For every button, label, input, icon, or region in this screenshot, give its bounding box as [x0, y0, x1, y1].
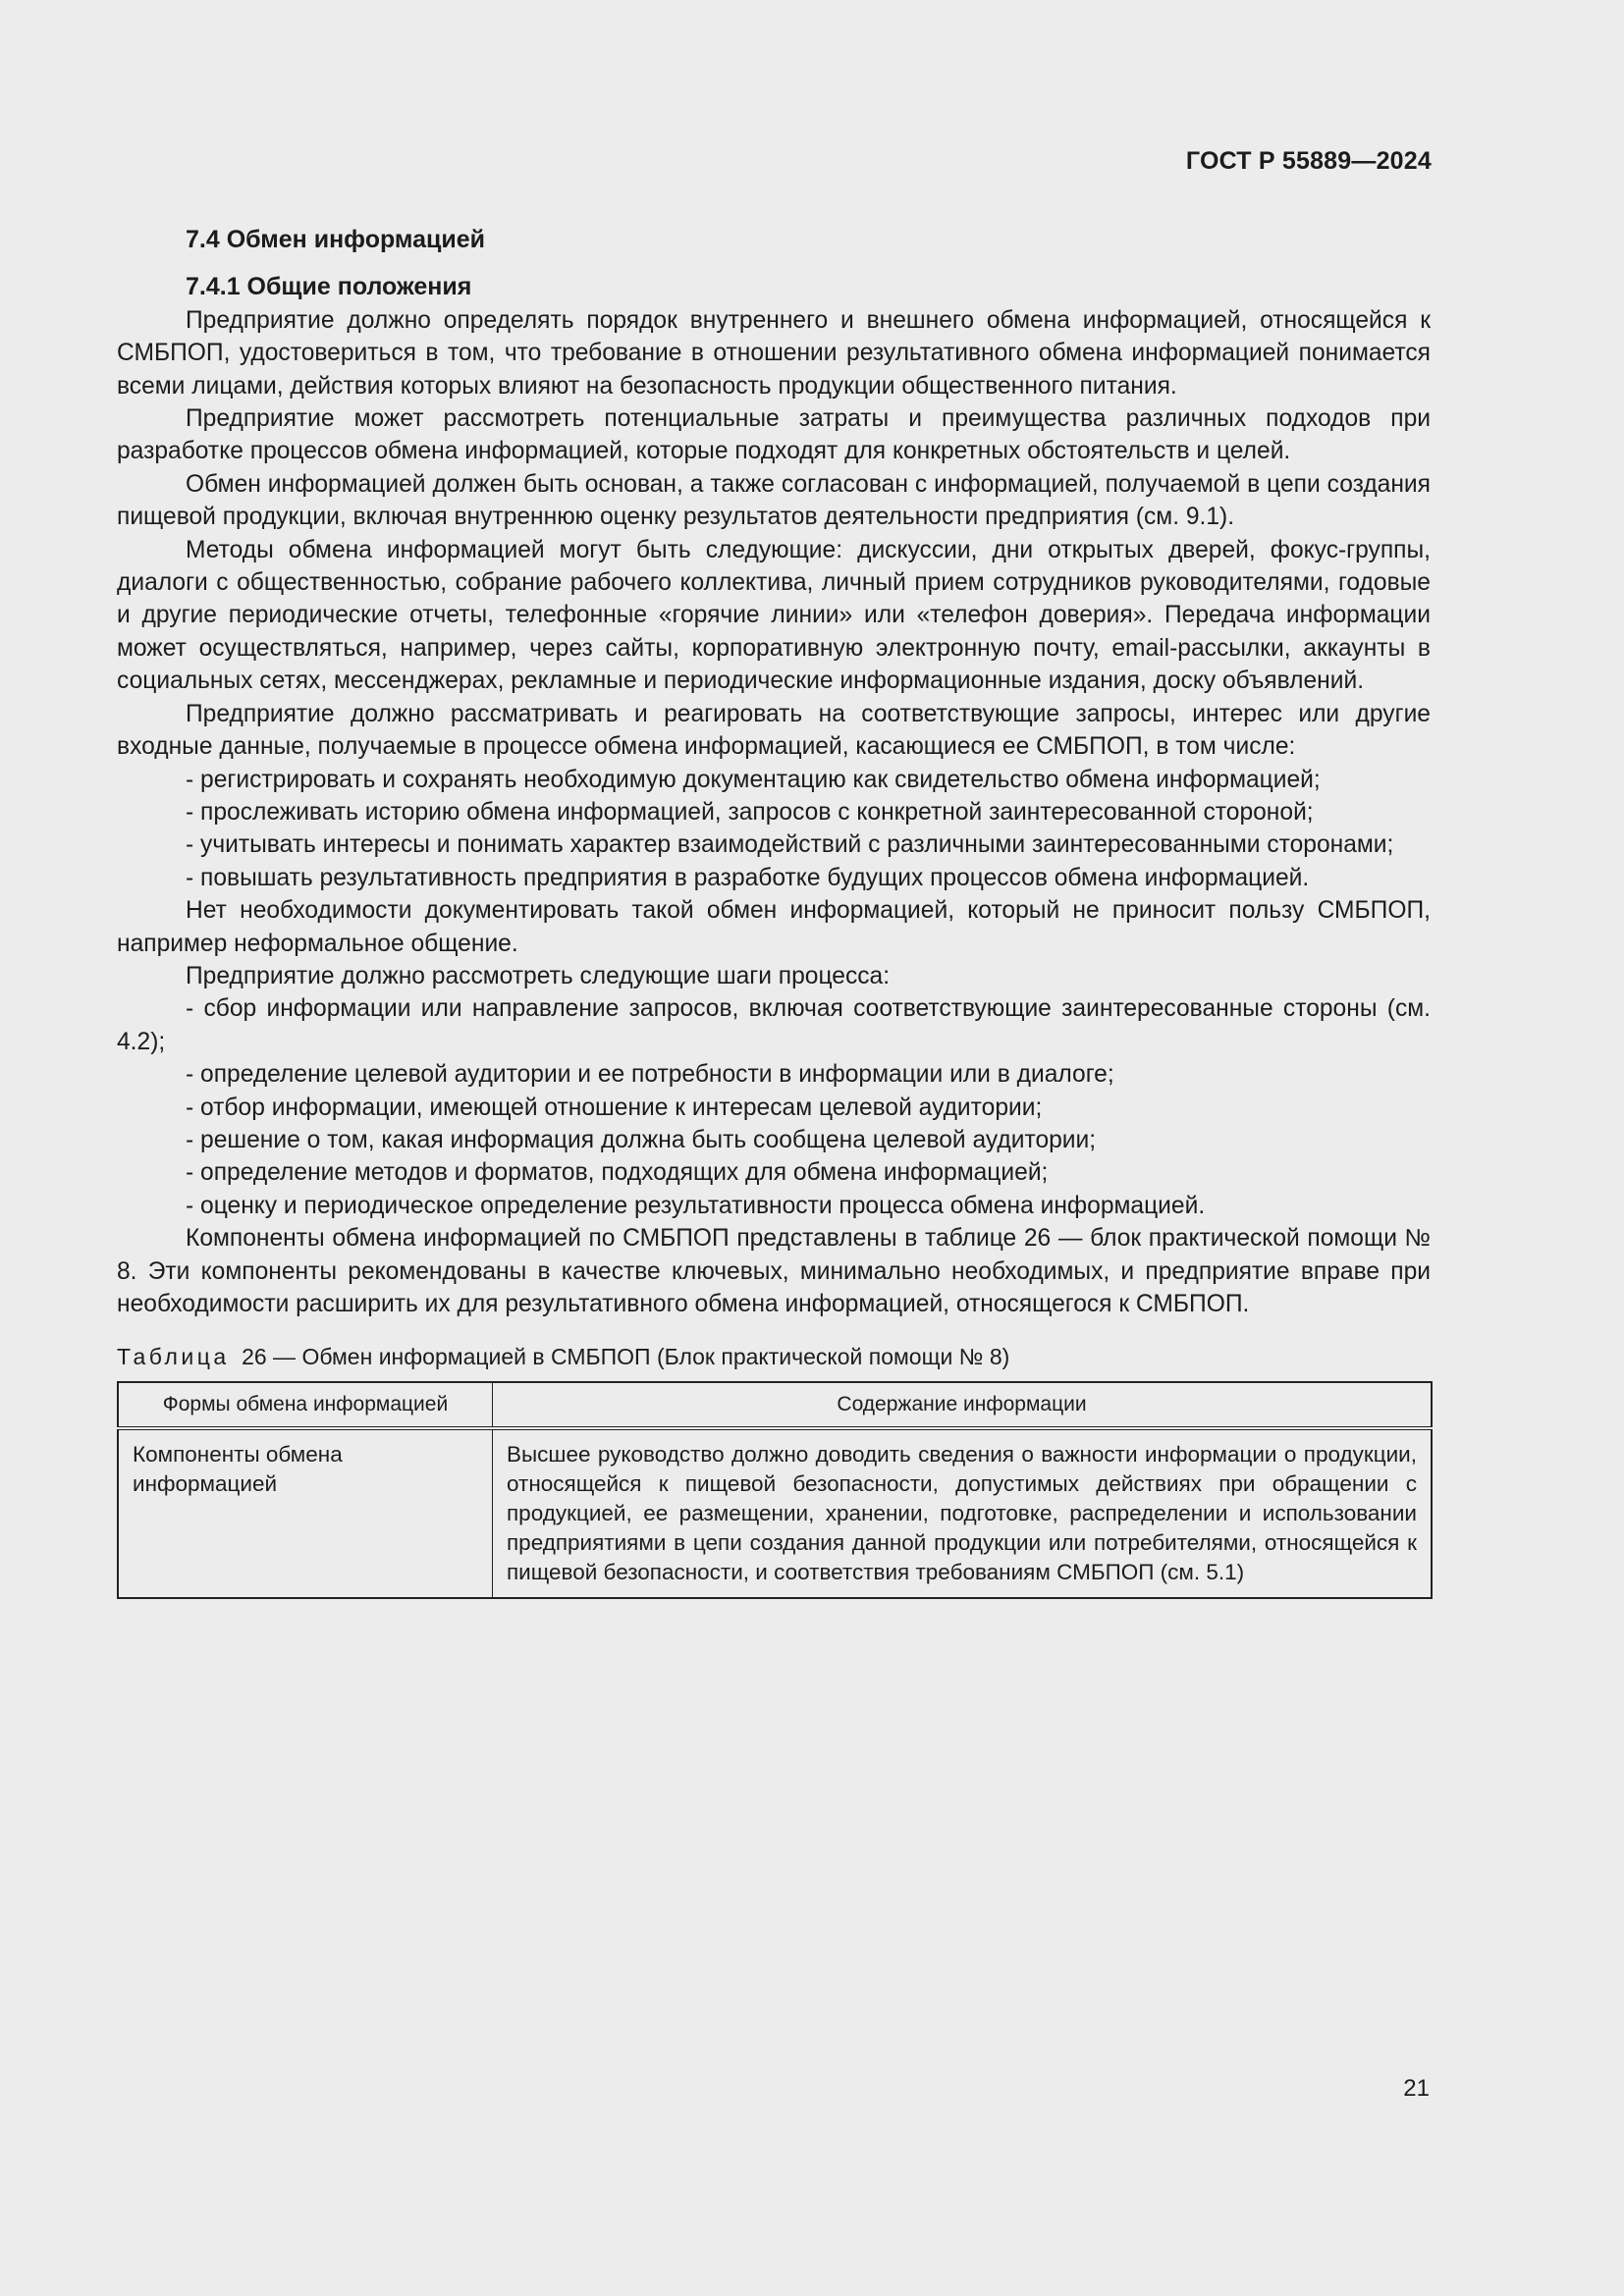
list-item: - регистрировать и сохранять необходимую документацию как свидетельство обмена информацией;	[186, 766, 1321, 793]
list-item: - решение о том, какая информация должна быть сообщена целевой аудитории;	[186, 1126, 1097, 1153]
section-heading: 7.4 Обмен информацией	[186, 226, 486, 253]
table-header-row	[118, 1382, 1432, 1428]
subsection-heading: 7.4.1 Общие положения	[186, 273, 472, 301]
list-item: - оценку и периодическое определение результативности процесса обмена информацией.	[186, 1192, 1206, 1219]
list-item: - определение целевой аудитории и ее потребности в информации или в диалоге;	[186, 1061, 1114, 1089]
table-cell-form: Компоненты обмена информацией	[118, 1428, 493, 1598]
paragraph: Предприятие должно рассмотреть следующие шаги процесса:	[186, 962, 891, 989]
list-item: - повышать результативность предприятия в разработке будущих процессов обмена информацией.	[186, 864, 1310, 891]
document-code: ГОСТ Р 55889—2024	[1185, 147, 1432, 175]
table-caption	[117, 1342, 1431, 1371]
list-item: - учитывать интересы и понимать характер взаимодействий с различными заинтересованными сторонами;	[186, 831, 1394, 859]
table-caption-text: 26 — Обмен информацией в СМБПОП (Блок практической помощи № 8)	[242, 1344, 1010, 1370]
page-content	[117, 224, 1431, 1599]
table-header-forms: Формы обмена информацией	[118, 1382, 493, 1428]
table-cell-content: Высшее руководство должно доводить сведения о важности информации о продукции, относящейся к пищевой безопасности, допустимых действиях при обращении с продукцией, ее размещении, хранении, подготовке, распределении и использовании предприятиями в цепи создания данной продукции или потребителями, относящейся к пищевой безопасности, и соответствия требованиям СМБПОП (см. 5.1)	[507, 1442, 1417, 1585]
paragraph: Нет необходимости документировать такой обмен информацией, который не приносит пользу СМБПОП, например неформальное общение.	[117, 897, 1431, 957]
list-item: - сбор информации или направление запросов, включая соответствующие заинтересованные стороны (см. 4.2);	[117, 995, 1431, 1055]
paragraph: Предприятие должно рассматривать и реагировать на соответствующие запросы, интерес или другие входные данные, получаемые в процессе обмена информацией, касающиеся ее СМБПОП, в том числе:	[117, 700, 1431, 761]
info-table	[117, 1381, 1433, 1599]
paragraph: Предприятие может рассмотреть потенциальные затраты и преимущества различных подходов при разработке процессов обмена информацией, которые подходят для конкретных обстоятельств и целей.	[117, 405, 1431, 465]
paragraph: Методы обмена информацией могут быть следующие: дискуссии, дни открытых дверей, фокус-группы, диалоги с общественностью, собрание рабочего коллектива, личный прием сотрудников руководителями, годовые и другие периодические отчеты, телефонные «горячие линии» или «телефон доверия». Передача информации может осуществляться, например, через сайты, корпоративную электронную почту, email-рассылки, аккаунты в социальных сетях, мессенджерах, рекламные и периодические информационные издания, доску объявлений.	[117, 536, 1431, 695]
paragraph: Обмен информацией должен быть основан, а также согласован с информацией, получаемой в цепи создания пищевой продукции, включая внутреннюю оценку результатов деятельности предприятия (см. 9.1).	[117, 470, 1431, 531]
page-number: 21	[1403, 2075, 1430, 2102]
table-row	[118, 1428, 1432, 1598]
table-caption-prefix: Таблица	[117, 1344, 230, 1370]
paragraph: Компоненты обмена информацией по СМБПОП представлены в таблице 26 — блок практической помощи № 8. Эти компоненты рекомендованы в качестве ключевых, минимально необходимых, и предприятие вправе при необходимости расширить их для результативного обмена информацией, относящегося к СМБПОП.	[117, 1225, 1431, 1317]
list-item: - отбор информации, имеющей отношение к интересам целевой аудитории;	[186, 1094, 1043, 1121]
list-item: - прослеживать историю обмена информацией, запросов с конкретной заинтересованной стороной;	[186, 798, 1314, 826]
paragraph: Предприятие должно определять порядок внутреннего и внешнего обмена информацией, относящейся к СМБПОП, удостовериться в том, что требование в отношении результативного обмена информацией понимается всеми лицами, действия которых влияют на безопасность продукции общественного питания.	[117, 306, 1431, 400]
table-header-content: Содержание информации	[493, 1382, 1433, 1428]
list-item: - определение методов и форматов, подходящих для обмена информацией;	[186, 1159, 1049, 1187]
